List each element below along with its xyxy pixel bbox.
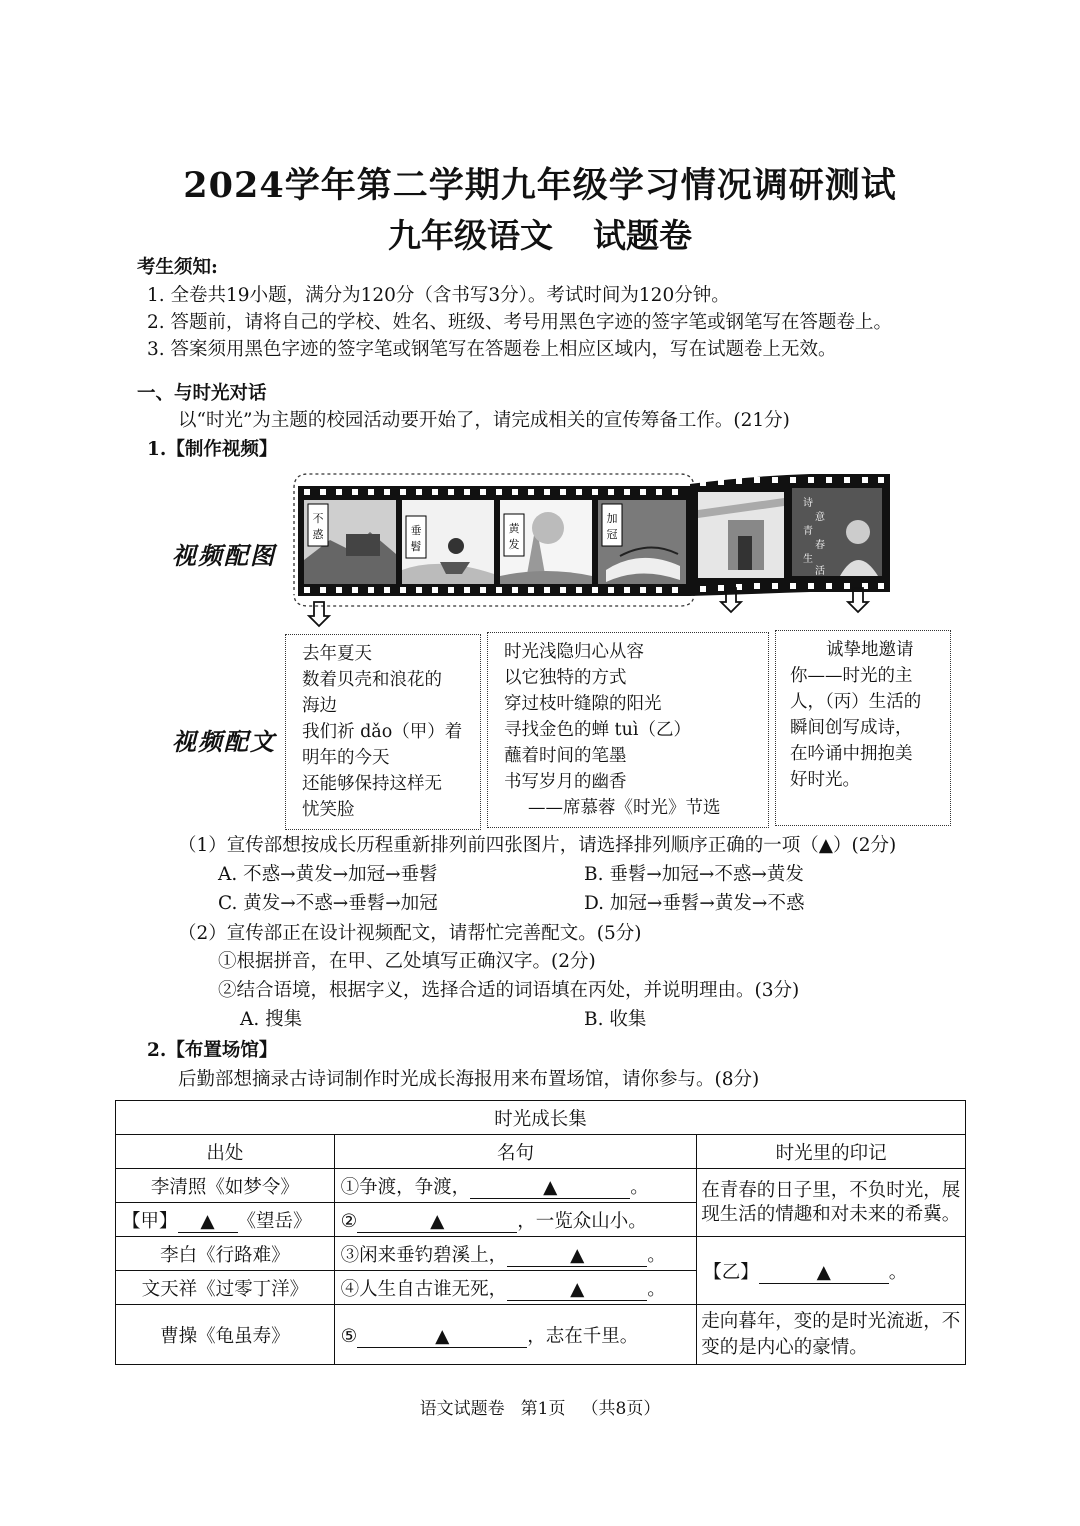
answer-blank: ▲: [178, 1211, 238, 1233]
mark-cell: 走向暮年，变的是时光流逝，不变的是内心的豪情。: [697, 1305, 966, 1365]
caption-line: 瞬间创写成诗，: [790, 718, 913, 738]
section-heading: 一、与时光对话: [137, 383, 267, 404]
question-2-heading: 2.【布置场馆】: [147, 1040, 278, 1061]
question-1-2: （2）宣传部正在设计视频配文，请帮忙完善配文。(5分): [178, 923, 642, 944]
frame-label-huangfa-1: 黄: [508, 522, 520, 535]
caption-line: 我们祈 dǎo（甲）着: [302, 722, 463, 742]
frame-chuitiao: [402, 500, 494, 584]
answer-blank: ▲: [507, 1245, 647, 1267]
video-image-label: 视频配图: [172, 541, 276, 570]
table-row: [116, 1305, 966, 1365]
frame-label-buhuo-1: 不: [312, 512, 324, 525]
caption-line: 好时光。: [790, 770, 860, 790]
footer-title: 语文试题卷: [419, 1399, 505, 1419]
caption-line: 穿过枝叶缝隙的阳光: [504, 694, 662, 714]
table-row: [116, 1237, 966, 1271]
caption-line: 忧笑脸: [302, 800, 355, 820]
source-cell: 文天祥《过零丁洋》: [116, 1271, 335, 1305]
frame-label-jiaguan-2: 冠: [606, 528, 618, 541]
caption-line: 你——时光的主: [790, 666, 913, 686]
section-intro: 以“时光”为主题的校园活动要开始了，请完成相关的宣传筹备工作。(21分): [178, 410, 790, 431]
question-1-2-a: ①根据拼音，在甲、乙处填写正确汉字。(2分): [218, 951, 596, 972]
answer-blank: ▲: [507, 1279, 647, 1301]
video-text-label: 视频配文: [172, 727, 276, 756]
line-cell: ①争渡，争渡， ▲ 。: [334, 1169, 697, 1203]
frame-label-buhuo-2: 惑: [312, 528, 324, 541]
option-d: D. 加冠→垂髫→黄发→不惑: [584, 893, 805, 914]
notice-item: 2. 答题前，请将自己的学校、姓名、班级、考号用黑色字迹的签字笔或钢笔写在答题卷上。: [147, 312, 893, 333]
answer-blank: ▲: [470, 1177, 630, 1199]
subject-name: 九年级语文: [388, 216, 553, 255]
frame-label-chuitiao-1: 垂: [410, 524, 422, 537]
page-footer: [0, 1394, 1080, 1419]
source-cell: 李白《行路难》: [116, 1237, 335, 1271]
page-subtitle: [0, 210, 1080, 257]
caption-line: 海边: [302, 696, 337, 716]
caption-box-middle: [487, 632, 769, 828]
frame-buhuo: [304, 500, 396, 584]
table-row: [116, 1169, 966, 1203]
frame-youth: [792, 488, 882, 577]
frame-label-youth-5: 生: [803, 554, 813, 565]
frame-huangfa: [500, 500, 592, 584]
option-c: C. 黄发→不惑→垂髫→加冠: [218, 893, 438, 914]
table-header: 名句: [334, 1135, 697, 1169]
caption-line: 蘸着时间的笔墨: [504, 746, 627, 766]
question-1-2-b: ②结合语境，根据字义，选择合适的词语填在丙处，并说明理由。(3分): [218, 980, 800, 1001]
frame-jiaguan: [598, 500, 686, 584]
film-strip: [290, 470, 900, 630]
table-header: 时光里的印记: [697, 1135, 966, 1169]
caption-line: 数着贝壳和浪花的: [302, 670, 442, 690]
caption-line: 诚挚地邀请: [826, 640, 914, 660]
option-b: B. 垂髫→加冠→不惑→黄发: [584, 864, 804, 885]
line-cell: ⑤ ▲ ，志在千里。: [334, 1305, 697, 1365]
caption-box-right: [775, 630, 951, 826]
frame-label-jiaguan-1: 加: [606, 512, 618, 525]
frame-label-youth-1: 诗: [803, 498, 813, 509]
caption-line: 人，（丙）生活的: [790, 692, 922, 712]
word-option-a: A. 搜集: [240, 1009, 303, 1030]
notice-item: 3. 答案须用黑色字迹的签字笔或钢笔写在答题卷上相应区域内，写在试题卷上无效。: [147, 339, 837, 360]
source-cell: 曹操《龟虽寿》: [116, 1305, 335, 1365]
frame-label-youth-4: 春: [815, 540, 825, 551]
question-1-heading: 1.【制作视频】: [147, 439, 278, 460]
frame-label-huangfa-2: 发: [508, 538, 520, 551]
frame-house: [698, 492, 784, 578]
frame-label-chuitiao-2: 髫: [410, 540, 422, 553]
answer-blank: ▲: [357, 1326, 527, 1348]
source-cell: 【甲】 ▲ 《望岳》: [116, 1203, 335, 1237]
frame-label-youth-6: 活: [815, 566, 825, 577]
caption-line: 寻找金色的蝉 tuì（乙）: [504, 720, 691, 740]
caption-line: 书写岁月的幽香: [504, 772, 627, 792]
caption-line: 明年的今天: [302, 748, 390, 768]
mark-cell: 在青春的日子里，不负时光，展现生活的情趣和对未来的希冀。: [697, 1169, 966, 1237]
table-title: 时光成长集: [116, 1101, 966, 1135]
table-header: 出处: [116, 1135, 335, 1169]
option-a: A. 不惑→黄发→加冠→垂髫: [218, 864, 438, 885]
notice-item: 1. 全卷共19小题，满分为120分（含书写3分）。考试时间为120分钟。: [147, 285, 730, 306]
footer-page: 第1页: [520, 1399, 566, 1419]
mark-cell: 【乙】 ▲ 。: [697, 1237, 966, 1305]
caption-line: 还能够保持这样无: [302, 774, 442, 794]
notice-heading: 考生须知:: [137, 257, 218, 278]
frame-label-youth-2: 意: [815, 512, 825, 523]
word-option-b: B. 收集: [584, 1009, 647, 1030]
page-title: 2024学年第二学期九年级学习情况调研测试: [183, 165, 897, 206]
line-cell: ② ▲ ，一览众山小。: [334, 1203, 697, 1237]
caption-line: 以它独特的方式: [504, 668, 627, 688]
answer-blank: ▲: [759, 1262, 889, 1284]
frame-label-youth-3: 青: [803, 526, 813, 537]
caption-line: 时光浅隐归心从容: [504, 642, 644, 662]
question-1-1: （1）宣传部想按成长历程重新排列前四张图片，请选择排列顺序正确的一项（▲）(2分): [178, 835, 897, 856]
question-2-intro: 后勤部想摘录古诗词制作时光成长海报用来布置场馆，请你参与。(8分): [178, 1069, 760, 1090]
line-cell: ③闲来垂钓碧溪上， ▲ 。: [334, 1237, 697, 1271]
caption-line: 在吟诵中拥抱美: [790, 744, 913, 764]
caption-line: 去年夏天: [302, 644, 372, 664]
paper-type: 试题卷: [593, 216, 692, 255]
answer-blank: ▲: [357, 1211, 517, 1233]
footer-total: （共8页）: [581, 1399, 661, 1419]
caption-line: ——席慕蓉《时光》节选: [528, 798, 721, 818]
poem-table: [115, 1100, 966, 1365]
line-cell: ④人生自古谁无死， ▲ 。: [334, 1271, 697, 1305]
caption-box-left: [285, 634, 481, 830]
source-cell: 李清照《如梦令》: [116, 1169, 335, 1203]
